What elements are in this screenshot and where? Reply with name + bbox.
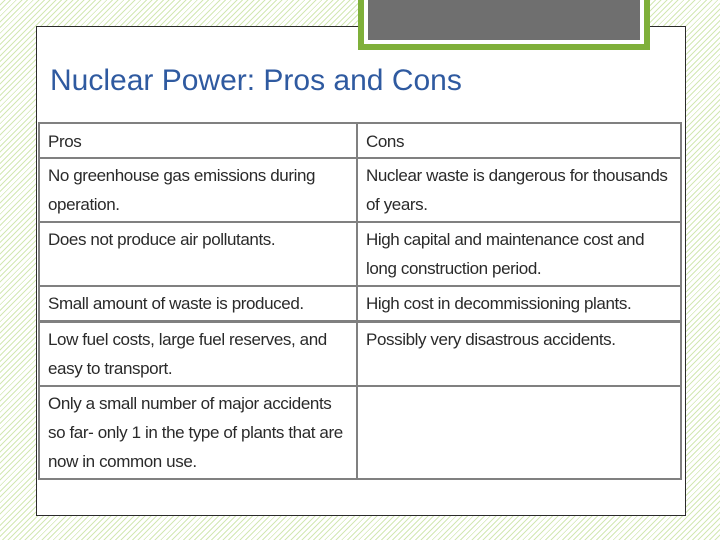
cons-cell: High capital and maintenance cost and long construction period. — [357, 222, 681, 286]
pros-cell: No greenhouse gas emissions during operation. — [39, 158, 357, 222]
slide-title: Nuclear Power: Pros and Cons — [50, 64, 462, 97]
pros-cell: Small amount of waste is produced. — [39, 286, 357, 322]
pros-cell: Only a small number of major accidents so far- only 1 in the type of plants that are now in common use. — [39, 386, 357, 479]
table-row — [39, 386, 681, 479]
pros-cons-table-container — [38, 122, 680, 471]
cons-cell: High cost in decommissioning plants. — [357, 286, 681, 322]
pros-cell: Low fuel costs, large fuel reserves, and easy to transport. — [39, 322, 357, 387]
header-cons: Cons — [357, 123, 681, 158]
table-header-row — [39, 123, 681, 158]
decorative-tab-inner — [368, 0, 640, 40]
pros-cons-table — [38, 122, 682, 480]
table-row — [39, 222, 681, 286]
table-row — [39, 286, 681, 322]
cons-cell: Nuclear waste is dangerous for thousands of years. — [357, 158, 681, 222]
table-row — [39, 322, 681, 387]
table-row — [39, 158, 681, 222]
header-pros: Pros — [39, 123, 357, 158]
cons-cell: Possibly very disastrous accidents. — [357, 322, 681, 387]
cons-cell — [357, 386, 681, 479]
pros-cell: Does not produce air pollutants. — [39, 222, 357, 286]
